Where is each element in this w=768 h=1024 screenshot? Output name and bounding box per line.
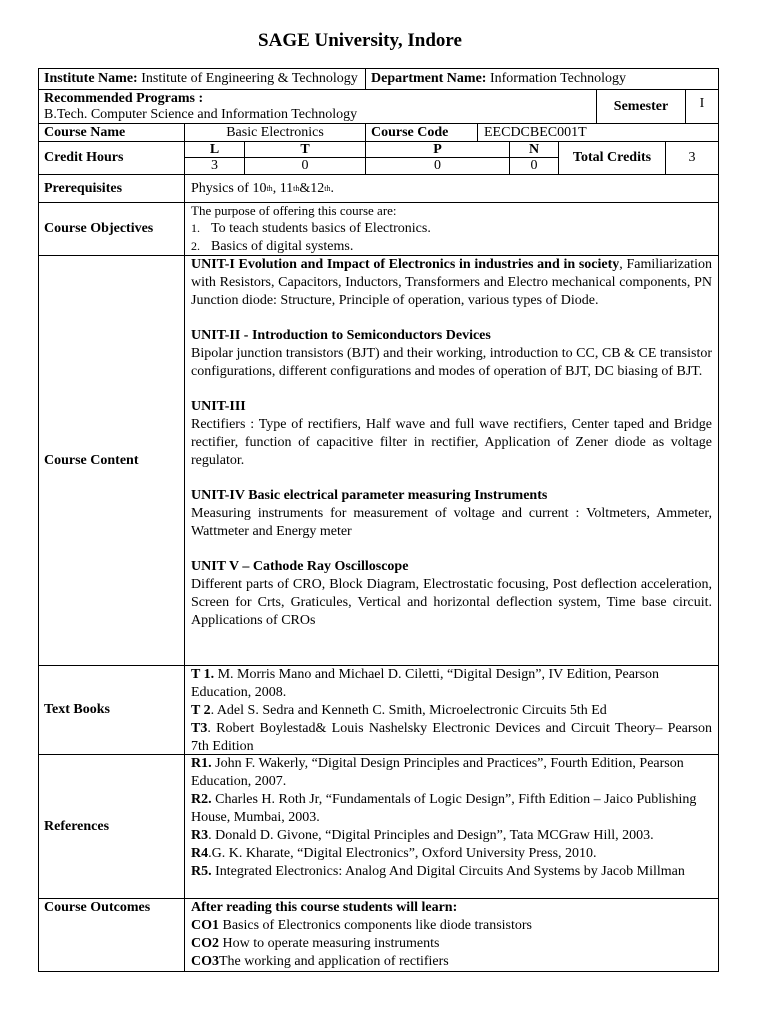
reference-item: R3. Donald D. Givone, “Digital Principles and Design”, Tata MCGraw Hill, 2003. — [191, 828, 654, 843]
course-name-label: Course Name — [39, 124, 185, 142]
textbook-item: T 2. Adel S. Sedra and Kenneth C. Smith, Microelectronic Circuits 5th Ed — [191, 703, 607, 718]
text-books-cell — [185, 666, 718, 755]
credit-hours-label: Credit Hours — [39, 142, 185, 175]
outcome-item: CO2 How to operate measuring instruments — [191, 936, 440, 951]
objectives-cell — [185, 203, 718, 256]
credit-header-p: P — [366, 142, 510, 158]
course-code-value: EECDCBEC001T — [478, 124, 718, 142]
department-label: Department Name: — [371, 71, 487, 86]
institute-cell — [39, 69, 366, 90]
credit-value-t: 0 — [245, 158, 366, 175]
textbook-item: T3. Robert Boylestad& Louis Nashelsky Electronic Devices and Circuit Theory– Pearson 7th Edition — [191, 721, 712, 754]
textbook-item: T 1. M. Morris Mano and Michael D. Ciletti, “Digital Design”, IV Edition, Pearson Education, 2008. — [191, 667, 660, 700]
credit-value-p: 0 — [366, 158, 510, 175]
semester-value: I — [686, 90, 718, 124]
outcomes-intro: After reading this course students will learn: — [191, 900, 458, 915]
credit-header-n: N — [510, 142, 559, 158]
department-value: Information Technology — [489, 71, 626, 86]
total-credits-value: 3 — [666, 142, 718, 175]
course-content-label: Course Content — [39, 256, 185, 666]
course-name-value: Basic Electronics — [185, 124, 366, 142]
total-credits-label: Total Credits — [559, 142, 666, 175]
references-label: References — [39, 755, 185, 899]
programs-cell — [39, 90, 597, 124]
course-content-cell — [185, 256, 718, 666]
unit-1: UNIT-I Evolution and Impact of Electronics in industries and in society, Familiarization with Resistors, Capacitors, Inductors, Transformers and Electro mechanical components, PN Junction diode: Structure, Principle of operation, various types of Diode. — [191, 257, 712, 308]
unit-3: UNIT-III Rectifiers : Type of rectifiers, Half wave and full wave rectifiers, Center taped and Bridge rectifier, function of capacitive filter in rectifier, Application of Zener diode as voltage regulator. — [191, 399, 712, 468]
outcome-item: CO1 Basics of Electronics components like diode transistors — [191, 918, 532, 933]
credit-value-n: 0 — [510, 158, 559, 175]
department-cell — [366, 69, 718, 90]
objective-item: 1. To teach students basics of Electronics. — [191, 221, 431, 236]
credit-header-l: L — [185, 142, 245, 158]
institute-value: Institute of Engineering & Technology — [141, 71, 358, 86]
text-books-label: Text Books — [39, 666, 185, 755]
objective-item: 2. Basics of digital systems. — [191, 239, 354, 254]
page-title: SAGE University, Indore — [258, 30, 462, 51]
reference-item: R2. Charles H. Roth Jr, “Fundamentals of Logic Design”, Fifth Edition – Jaico Publishing House, Mumbai, 2003. — [191, 792, 697, 825]
unit-4: UNIT-IV Basic electrical parameter measuring Instruments Measuring instruments for measurement of voltage and current : Voltmeters, Ammeter, Wattmeter and Energy meter — [191, 488, 712, 539]
reference-item: R4.G. K. Kharate, “Digital Electronics”, Oxford University Press, 2010. — [191, 846, 597, 861]
outcome-item: CO3The working and application of rectifiers — [191, 954, 449, 969]
course-outcomes-label: Course Outcomes — [39, 899, 185, 971]
reference-item: R1. John F. Wakerly, “Digital Design Principles and Practices”, Fourth Edition, Pearson Education, 2007. — [191, 756, 684, 789]
objectives-label: Course Objectives — [39, 203, 185, 256]
credit-header-t: T — [245, 142, 366, 158]
programs-value: B.Tech. Computer Science and Information Technology — [44, 107, 358, 122]
references-cell — [185, 755, 718, 899]
syllabus-table — [38, 68, 719, 972]
unit-2: UNIT-II - Introduction to Semiconductors Devices Bipolar junction transistors (BJT) and their working, introduction to CC, CB & CE transistor configurations, different configurations and modes of operation of BJT, DC biasing of BJT. — [191, 328, 712, 379]
institute-label: Institute Name: — [44, 71, 138, 86]
prerequisites-value: Physics of 10 th , 11 th &12 th . — [185, 175, 718, 203]
course-code-label: Course Code — [366, 124, 478, 142]
programs-label: Recommended Programs : — [44, 91, 204, 106]
prerequisites-label: Prerequisites — [39, 175, 185, 203]
reference-item: R5. Integrated Electronics: Analog And Digital Circuits And Systems by Jacob Millman — [191, 864, 685, 879]
unit-5: UNIT V – Cathode Ray Oscilloscope Different parts of CRO, Block Diagram, Electrostatic focusing, Post deflection acceleration, Screen for Crts, Graticules, Vertical and horizontal deflection system, Time base circuit. Applications of CROs — [191, 559, 712, 628]
objectives-intro: The purpose of offering this course are: — [191, 203, 397, 218]
semester-label: Semester — [597, 90, 686, 124]
credit-value-l: 3 — [185, 158, 245, 175]
course-outcomes-cell — [185, 899, 718, 971]
